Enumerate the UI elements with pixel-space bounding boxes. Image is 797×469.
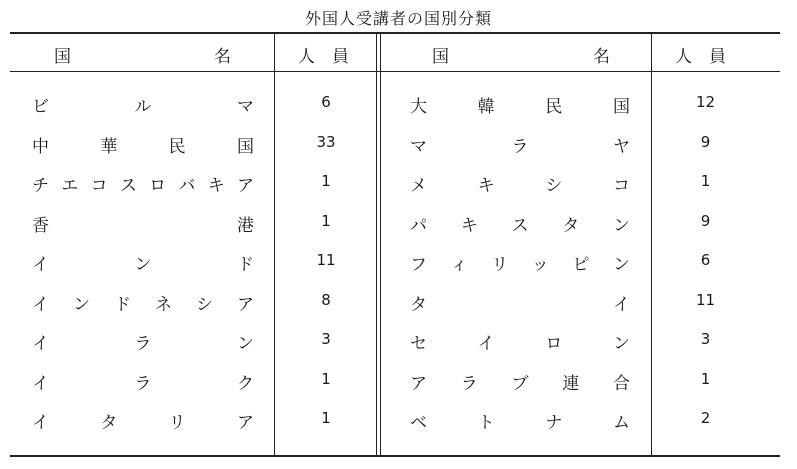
right-country-name: メ キ シ コ [410, 176, 630, 196]
left-count: 8 [321, 290, 331, 309]
right-count: 2 [700, 409, 711, 427]
right-count: 1 [700, 172, 711, 190]
right-count: 3 [700, 330, 711, 348]
right-count: 1 [700, 369, 711, 388]
left-count: 1 [321, 369, 331, 388]
left-country-name: イ ン ド [32, 255, 254, 275]
right-country-name: タ イ [410, 294, 630, 315]
right-country-name: ベ ト ナ ム [410, 413, 630, 433]
column-divider-middle-a [376, 34, 377, 455]
table-title: 外国人受講者の国別分類 [304, 9, 492, 28]
header-count-left: 人 員 [298, 47, 349, 67]
right-country-name: マ ラ ヤ [410, 136, 630, 157]
header-count-right: 人 員 [675, 47, 726, 67]
right-count: 9 [700, 211, 711, 230]
right-count: 11 [695, 290, 716, 309]
left-count: 33 [316, 132, 336, 151]
right-country-name: ア ラ ブ 連 合 [410, 373, 630, 394]
left-country-name: チ エ コ ス ロ バ キ ア [32, 176, 254, 196]
right-count: 6 [700, 251, 711, 269]
left-count: 1 [321, 409, 331, 427]
left-count: 11 [316, 251, 336, 269]
header-rule [10, 71, 780, 72]
left-country-name: 中 華 民 国 [32, 136, 254, 157]
left-country-name: イ ラ ク [32, 373, 254, 394]
top-rule [10, 32, 780, 34]
bottom-rule [10, 455, 780, 457]
header-country-left-a: 国 [54, 47, 71, 67]
left-count: 6 [321, 93, 331, 111]
left-country-name: 香 港 [32, 215, 254, 236]
left-country-name: イ ン ド ネ シ ア [32, 294, 254, 315]
right-country-name: セ イ ロ ン [410, 334, 630, 354]
right-count: 12 [695, 93, 716, 111]
column-divider-left [274, 34, 275, 455]
left-country-name: ビ ル マ [32, 97, 254, 117]
left-count: 1 [321, 211, 331, 230]
left-count: 3 [321, 330, 331, 348]
header-country-left-b: 名 [214, 47, 231, 67]
right-country-name: フ ィ リ ッ ピ ン [410, 255, 630, 275]
left-count: 1 [321, 172, 331, 190]
column-divider-middle-b [380, 34, 381, 455]
header-country-right-a: 国 [432, 47, 449, 67]
right-country-name: パ キ ス タ ン [410, 215, 630, 236]
header-country-right-b: 名 [593, 47, 610, 67]
right-country-name: 大 韓 民 国 [410, 97, 630, 117]
left-country-name: イ タ リ ア [32, 413, 254, 433]
right-count: 9 [700, 132, 711, 151]
column-divider-right [651, 34, 652, 455]
left-country-name: イ ラ ン [32, 334, 254, 354]
